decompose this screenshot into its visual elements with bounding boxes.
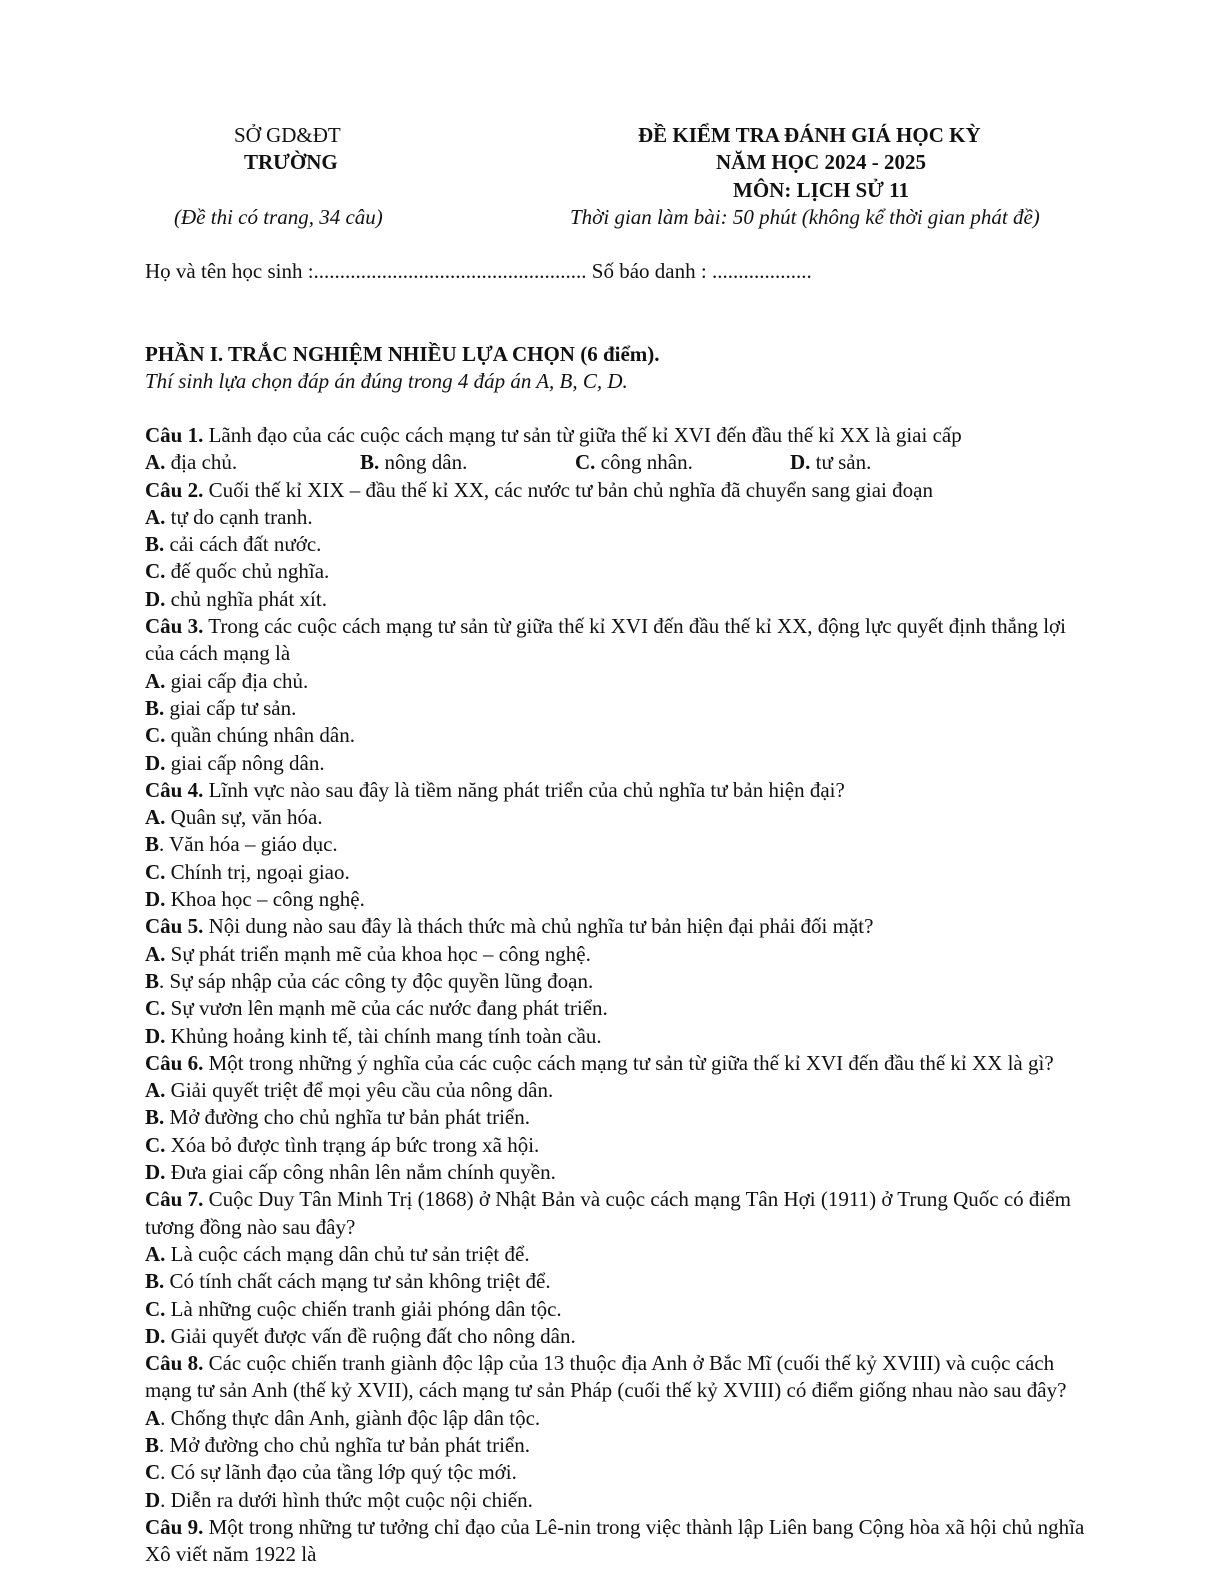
option-text: Khoa học – công nghệ. [165, 887, 365, 912]
question-stem [145, 1186, 1085, 1241]
answer-option [145, 558, 641, 585]
option-text: tư sản. [810, 450, 872, 475]
answer-options [145, 1241, 1085, 1350]
option-text: tự do cạnh tranh. [165, 504, 313, 529]
option-text: . Văn hóa – giáo dục. [159, 832, 338, 857]
answer-option [145, 1023, 1085, 1050]
question-list [145, 422, 1085, 1568]
option-text: Là những cuộc chiến tranh giải phóng dân tộc. [165, 1296, 562, 1321]
option-key: D. [145, 1323, 166, 1348]
option-key: B. [145, 1105, 165, 1130]
question-label: Câu 9. [145, 1514, 204, 1539]
section-instruction: Thí sinh lựa chọn đáp án đúng trong 4 đáp án A, B, C, D. [145, 369, 628, 393]
question-stem [145, 777, 1085, 804]
option-key: B. [145, 695, 165, 720]
option-text: giai cấp nông dân. [165, 750, 325, 775]
question-stem [145, 422, 1085, 449]
option-key: D. [145, 1023, 166, 1048]
answer-option [145, 1104, 1085, 1131]
question-text: Nội dung nào sau đây là thách thức mà chủ nghĩa tư bản hiện đại phải đối mặt? [203, 914, 874, 939]
question-block [145, 1350, 1085, 1514]
option-key: D. [145, 750, 166, 775]
option-key: C. [575, 450, 596, 475]
answer-option [145, 1077, 1085, 1104]
option-text: Là cuộc cách mạng dân chủ tư sản triệt để. [165, 1241, 530, 1266]
answer-option [145, 886, 641, 913]
question-block [145, 1186, 1085, 1350]
option-text: công nhân. [595, 450, 693, 475]
option-key: A. [145, 805, 166, 830]
option-text: đế quốc chủ nghĩa. [165, 559, 330, 584]
option-key: D. [790, 450, 811, 475]
question-block [145, 1514, 1085, 1569]
answer-option [145, 1323, 1085, 1350]
answer-option [145, 1405, 1085, 1432]
answer-option [790, 449, 1005, 476]
answer-option [145, 1487, 1085, 1514]
answer-option [145, 941, 1085, 968]
option-text: . Diễn ra dưới hình thức một cuộc nội chiến. [160, 1487, 533, 1512]
option-key: B. [145, 1269, 165, 1294]
answer-option [145, 531, 641, 558]
option-text: giai cấp địa chủ. [165, 668, 309, 693]
answer-option [145, 668, 641, 695]
option-key: C. [145, 723, 166, 748]
exam-page-note: (Đề thi có trang, 34 câu) [174, 205, 383, 229]
option-key: C. [145, 559, 166, 584]
subject: MÔN: LỊCH SỬ 11 [733, 178, 909, 202]
answer-option [145, 695, 641, 722]
option-text: . Có sự lãnh đạo của tầng lớp quý tộc mới. [160, 1460, 517, 1485]
answer-option [360, 449, 575, 476]
answer-option [145, 722, 641, 749]
option-text: địa chủ. [165, 450, 238, 475]
option-text: nông dân. [379, 450, 468, 475]
question-stem [145, 1350, 1085, 1405]
option-text: chủ nghĩa phát xít. [165, 586, 327, 611]
option-key: B [145, 968, 160, 993]
option-key: A [145, 1405, 161, 1430]
option-text: Quân sự, văn hóa. [165, 805, 323, 830]
question-stem [145, 913, 1085, 940]
option-text: cải cách đất nước. [164, 532, 322, 557]
option-text: Sự vươn lên mạnh mẽ của các nước đang phát triển. [165, 996, 608, 1021]
option-key: D. [145, 887, 166, 912]
option-key: D. [145, 586, 166, 611]
answer-option [145, 504, 641, 531]
answer-option [145, 831, 641, 858]
answer-option [145, 1241, 1085, 1268]
question-block [145, 913, 1085, 1049]
option-text: . Mở đường cho chủ nghĩa tư bản phát triển. [159, 1432, 531, 1457]
option-key: B [145, 832, 160, 857]
option-text: giai cấp tư sản. [164, 695, 297, 720]
answer-option [145, 995, 1085, 1022]
question-label: Câu 5. [145, 914, 204, 939]
option-text: Có tính chất cách mạng tư sản không triệt để. [164, 1269, 551, 1294]
option-key: A. [145, 504, 166, 529]
question-stem [145, 1050, 1085, 1077]
answer-option [145, 586, 641, 613]
option-text: . Sự sáp nhập của các công ty độc quyền lũng đoạn. [159, 968, 594, 993]
answer-options [145, 449, 1085, 476]
school-name: TRƯỜNG [244, 150, 338, 174]
option-text: Đưa giai cấp công nhân lên nắm chính quyền. [165, 1160, 556, 1185]
school-year: NĂM HỌC 2024 - 2025 [716, 150, 926, 174]
option-key: C. [145, 1296, 166, 1321]
student-info-line: Họ và tên học sinh :.................................................... Số báo danh : ................... [145, 259, 812, 283]
question-block [145, 613, 1085, 777]
option-text: Giải quyết được vấn đề ruộng đất cho nông dân. [165, 1323, 576, 1348]
option-key: B [145, 1432, 160, 1457]
question-label: Câu 7. [145, 1187, 204, 1212]
answer-options [145, 504, 1085, 613]
answer-option [575, 449, 790, 476]
question-text: Cuối thế kỉ XIX – đầu thế kỉ XX, các nước tư bản chủ nghĩa đã chuyển sang giai đoạn [203, 477, 933, 502]
answer-option [145, 1132, 1085, 1159]
answer-option [145, 1459, 1085, 1486]
question-block [145, 777, 1085, 913]
question-block [145, 422, 1085, 477]
option-key: C. [145, 996, 166, 1021]
question-block [145, 1050, 1085, 1186]
option-key: A. [145, 941, 166, 966]
option-key: D. [145, 1160, 166, 1185]
section-title: PHẦN I. TRẮC NGHIỆM NHIỀU LỰA CHỌN (6 điểm). [145, 342, 660, 366]
answer-option [145, 968, 1085, 995]
answer-option [145, 1432, 1085, 1459]
question-label: Câu 4. [145, 777, 204, 802]
option-text: Khủng hoảng kinh tế, tài chính mang tính toàn cầu. [165, 1023, 602, 1048]
question-text: Lãnh đạo của các cuộc cách mạng tư sản từ giữa thế kỉ XVI đến đầu thế kỉ XX là giai cấp [203, 423, 962, 447]
option-key: C. [145, 859, 166, 884]
answer-options [145, 668, 1085, 777]
question-label: Câu 2. [145, 477, 204, 502]
question-text: Lĩnh vực nào sau đây là tiềm năng phát triển của chủ nghĩa tư bản hiện đại? [203, 777, 845, 802]
option-key: C [145, 1460, 161, 1485]
answer-option [145, 1296, 1085, 1323]
question-text: Một trong những tư tưởng chỉ đạo của Lê-nin trong việc thành lập Liên bang Cộng hòa xã hội chủ nghĩa Xô viết năm 1922 là [145, 1514, 1085, 1567]
option-key: B. [360, 450, 380, 475]
question-text: Cuộc Duy Tân Minh Trị (1868) ở Nhật Bản và cuộc cách mạng Tân Hợi (1911) ở Trung Quốc có điểm tương đồng nào sau đây? [145, 1187, 1071, 1239]
question-block [145, 477, 1085, 613]
option-key: A. [145, 1241, 166, 1266]
option-key: D [145, 1487, 161, 1512]
answer-option [145, 1159, 1085, 1186]
answer-options [145, 1405, 1085, 1514]
answer-option [145, 1268, 1085, 1295]
option-text: Giải quyết triệt để mọi yêu cầu của nông dân. [165, 1078, 554, 1103]
answer-option [145, 804, 641, 831]
option-text: Xóa bỏ được tình trạng áp bức trong xã hội. [165, 1132, 540, 1157]
answer-options [145, 1077, 1085, 1186]
option-text: quần chúng nhân dân. [165, 723, 355, 748]
answer-options [145, 804, 1085, 913]
answer-options [145, 941, 1085, 1050]
option-key: A. [145, 668, 166, 693]
question-label: Câu 8. [145, 1351, 204, 1376]
question-label: Câu 3. [145, 614, 204, 639]
answer-option [145, 750, 641, 777]
department-name: SỞ GD&ĐT [234, 123, 341, 147]
question-label: Câu 6. [145, 1050, 204, 1075]
question-text: Trong các cuộc cách mạng tư sản từ giữa thế kỉ XVI đến đầu thế kỉ XX, động lực quyết định thắng lợi của cách mạng là [145, 614, 1066, 666]
question-text: Một trong những ý nghĩa của các cuộc cách mạng tư sản từ giữa thế kỉ XVI đến đầu thế kỉ XX là gì? [203, 1050, 1054, 1075]
question-stem [145, 1514, 1085, 1569]
exam-title: ĐỀ KIỂM TRA ĐÁNH GIÁ HỌC KỲ [638, 123, 981, 147]
answer-option [145, 859, 641, 886]
option-text: Sự phát triển mạnh mẽ của khoa học – công nghệ. [165, 941, 591, 966]
option-key: A. [145, 450, 166, 475]
option-text: . Chống thực dân Anh, giành độc lập dân tộc. [160, 1405, 541, 1430]
option-text: Chính trị, ngoại giao. [165, 859, 350, 884]
question-stem [145, 477, 1085, 504]
option-key: A. [145, 1078, 166, 1103]
answer-option [145, 449, 360, 476]
option-key: C. [145, 1132, 166, 1157]
question-label: Câu 1. [145, 423, 204, 447]
time-note: Thời gian làm bài: 50 phút (không kể thời gian phát đề) [570, 205, 1040, 229]
question-stem [145, 613, 1085, 668]
option-text: Mở đường cho chủ nghĩa tư bản phát triển. [164, 1105, 531, 1130]
option-key: B. [145, 532, 165, 557]
question-text: Các cuộc chiến tranh giành độc lập của 13 thuộc địa Anh ở Bắc Mĩ (cuối thế kỷ XVIII) và cuộc cách mạng tư sản Anh (thế kỷ XVII), cách mạng tư sản Pháp (cuối thế kỷ XVIII) có điểm giống nhau nào sau đây? [145, 1351, 1067, 1403]
